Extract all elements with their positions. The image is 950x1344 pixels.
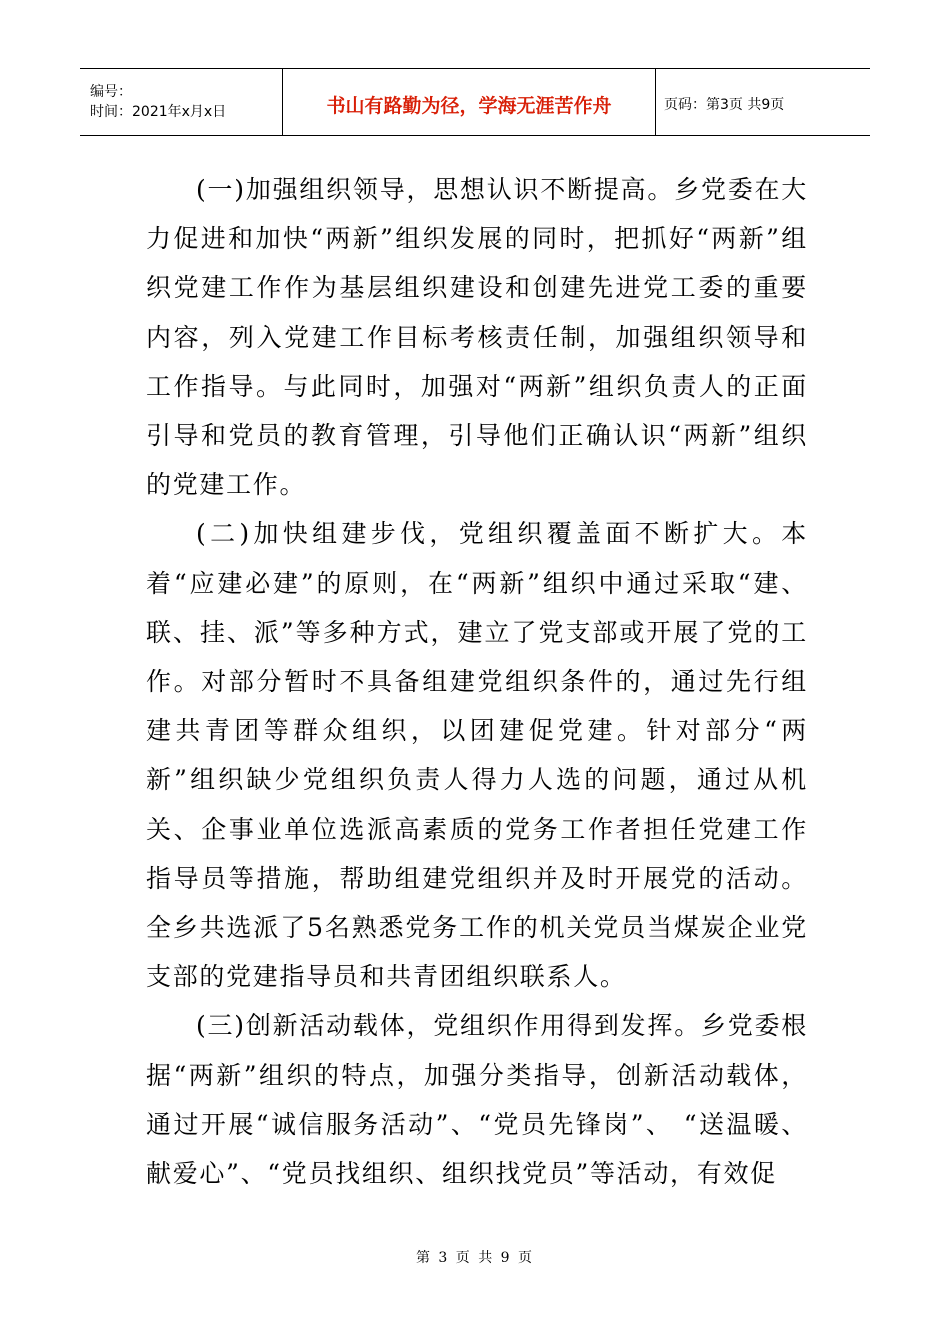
paragraph-1: (一)加强组织领导，思想认识不断提高。乡党委在大力促进和加快“两新”组织发展的同时，把抓好“两新”组织党建工作作为基层组织建设和创建先进党工委的重要内容，列入党建工作目标考核责任制，加强组织领导和工作指导。与此同时，加强对“两新”组织负责人的正面引导和党员的教育管理，引导他们正确认识“两新”组织的党建工作。 bbox=[146, 175, 808, 500]
number-label: 编号： bbox=[90, 84, 132, 100]
date-label: 时间：2021年x月x日 bbox=[90, 104, 227, 120]
page-footer: 第 3 页 共 9 页 bbox=[415, 1250, 535, 1266]
document-body bbox=[146, 165, 808, 1198]
header-meta-cell bbox=[80, 69, 283, 135]
document-header bbox=[80, 68, 870, 136]
motto-text: 书山有路勤为径，学海无涯苦作舟 bbox=[326, 94, 612, 117]
paragraph-3: (三)创新活动载体，党组织作用得到发挥。乡党委根据“两新”组织的特点，加强分类指导，创新活动载体，通过开展“诚信服务活动”、“党员先锋岗”、 “送温暖、献爱心”、“党员找组织、组织找党员”等活动，有效促 bbox=[146, 1011, 808, 1189]
page-number-label: 页码：第3页 共9页 bbox=[664, 97, 785, 113]
header-motto-cell bbox=[283, 69, 656, 135]
paragraph-2: (二)加快组建步伐，党组织覆盖面不断扩大。本着“应建必建”的原则，在“两新”组织中通过采取“建、联、挂、派”等多种方式，建立了党支部或开展了党的工作。对部分暂时不具备组建党组织条件的，通过先行组建共青团等群众组织，以团建促党建。针对部分“两新”组织缺少党组织负责人得力人选的问题，通过从机关、企事业单位选派高素质的党务工作者担任党建工作指导员等措施，帮助组建党组织并及时开展党的活动。全乡共选派了5名熟悉党务工作的机关党员当煤炭企业党支部的党建指导员和共青团组织联系人。 bbox=[146, 519, 808, 992]
header-page-cell bbox=[656, 69, 870, 135]
